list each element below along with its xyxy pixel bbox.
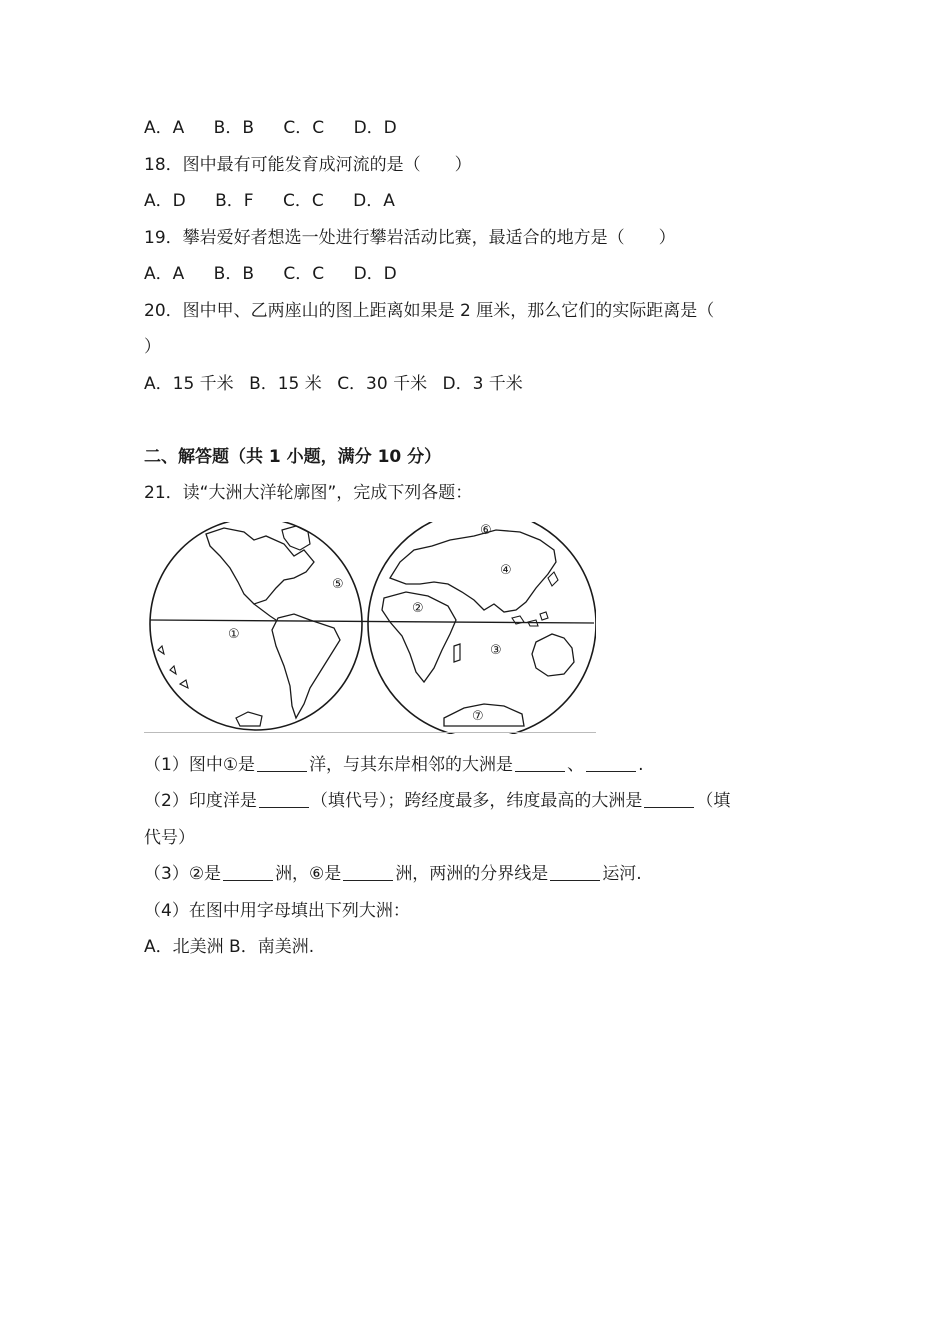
section2-title: 二、解答题（共 1 小题，满分 10 分） xyxy=(144,447,442,467)
q21-sub1-part-a: （1）图中①是 xyxy=(144,755,256,775)
q21-sub4: （4）在图中用字母填出下列大洲： xyxy=(144,901,410,921)
q17-option-a: A．A xyxy=(144,118,185,138)
map-divider xyxy=(144,732,596,733)
q21-sub1-part-b: 洋，与其东岸相邻的大洲是 xyxy=(309,755,514,775)
central-america-outline xyxy=(254,604,276,620)
q21-sub1-part-c: 、 xyxy=(567,755,585,775)
q19-option-b: B．B xyxy=(213,264,254,284)
q21-sub2-part-c: （填 xyxy=(696,791,731,811)
q20-option-a: A．15 千米 xyxy=(144,374,234,394)
antarctica-outline xyxy=(444,704,524,726)
answer-blank-3[interactable] xyxy=(586,755,636,772)
q19-option-d: D．D xyxy=(353,264,397,284)
equator-line xyxy=(150,620,594,623)
western-hemisphere-outline xyxy=(150,522,362,730)
island-pacific-west xyxy=(158,646,188,688)
map-label-7: ⑦ xyxy=(472,709,484,724)
q17-option-c: C．C xyxy=(283,118,325,138)
madagascar-outline xyxy=(454,644,460,662)
answer-blank-5[interactable] xyxy=(644,791,694,808)
q21-sub2-line2: 代号） xyxy=(144,828,195,848)
eurasia-outline xyxy=(390,530,556,612)
q19-option-a: A．A xyxy=(144,264,185,284)
eastern-hemisphere-outline xyxy=(368,522,596,734)
answer-blank-6[interactable] xyxy=(223,864,273,881)
island-indonesia xyxy=(512,612,548,626)
hemisphere-map-svg xyxy=(144,522,596,734)
world-continents-oceans-map xyxy=(144,522,596,734)
q21-sub2-part-b: （填代号）；跨经度最多，纬度最高的大洲是 xyxy=(310,791,643,811)
q18-option-b: B．F xyxy=(215,191,254,211)
q18-stem: 18．图中最有可能发育成河流的是（ ） xyxy=(144,155,472,175)
q18-option-c: C．C xyxy=(283,191,324,211)
australia-outline xyxy=(532,634,574,676)
north-america-outline xyxy=(206,528,314,604)
q19-option-c: C．C xyxy=(283,264,325,284)
antarctic-peninsula-west xyxy=(236,712,262,726)
q21-sub4-options: A．北美洲 B．南美洲. xyxy=(144,937,315,957)
q19-stem: 19．攀岩爱好者想选一处进行攀岩活动比赛，最适合的地方是（ ） xyxy=(144,228,676,248)
q17-option-b: B．B xyxy=(213,118,254,138)
q21-sub1 xyxy=(144,753,643,777)
q20-option-b: B．15 米 xyxy=(249,374,322,394)
answer-blank-1[interactable] xyxy=(257,755,307,772)
south-america-outline xyxy=(272,614,340,718)
q19-options xyxy=(144,262,421,286)
q20-stem-line2: ） xyxy=(144,337,161,357)
map-label-1: ① xyxy=(228,627,240,642)
q20-option-d: D．3 千米 xyxy=(442,374,523,394)
q21-sub3-part-a: （3）②是 xyxy=(144,864,222,884)
answer-blank-4[interactable] xyxy=(259,791,309,808)
answer-blank-2[interactable] xyxy=(515,755,565,772)
q21-sub3-part-b: 洲，⑥是 xyxy=(275,864,342,884)
q21-sub3 xyxy=(144,862,642,886)
q18-option-a: A．D xyxy=(144,191,186,211)
q18-options xyxy=(144,189,419,213)
q20-stem-line1: 20．图中甲、乙两座山的图上距离如果是 2 厘米，那么它们的实际距离是（ xyxy=(144,301,715,321)
island-japan xyxy=(548,572,558,586)
answer-blank-8[interactable] xyxy=(550,864,600,881)
q17-options xyxy=(144,116,421,140)
q21-stem: 21．读“大洲大洋轮廓图”，完成下列各题： xyxy=(144,483,473,503)
q21-sub3-part-c: 洲，两洲的分界线是 xyxy=(395,864,549,884)
map-label-2: ② xyxy=(412,601,424,616)
q20-option-c: C．30 千米 xyxy=(337,374,428,394)
map-label-5: ⑤ xyxy=(332,577,344,592)
map-label-3: ③ xyxy=(490,643,502,658)
q17-option-d: D．D xyxy=(353,118,397,138)
answer-blank-7[interactable] xyxy=(343,864,393,881)
q21-sub2-part-a: （2）印度洋是 xyxy=(144,791,257,811)
q21-sub2 xyxy=(144,789,730,813)
map-label-4: ④ xyxy=(500,563,512,578)
q20-options xyxy=(144,372,533,396)
map-label-6: ⑥ xyxy=(480,523,492,538)
q21-sub3-part-d: 运河. xyxy=(602,864,642,884)
q21-sub1-part-d: . xyxy=(638,755,644,775)
q18-option-d: D．A xyxy=(353,191,395,211)
